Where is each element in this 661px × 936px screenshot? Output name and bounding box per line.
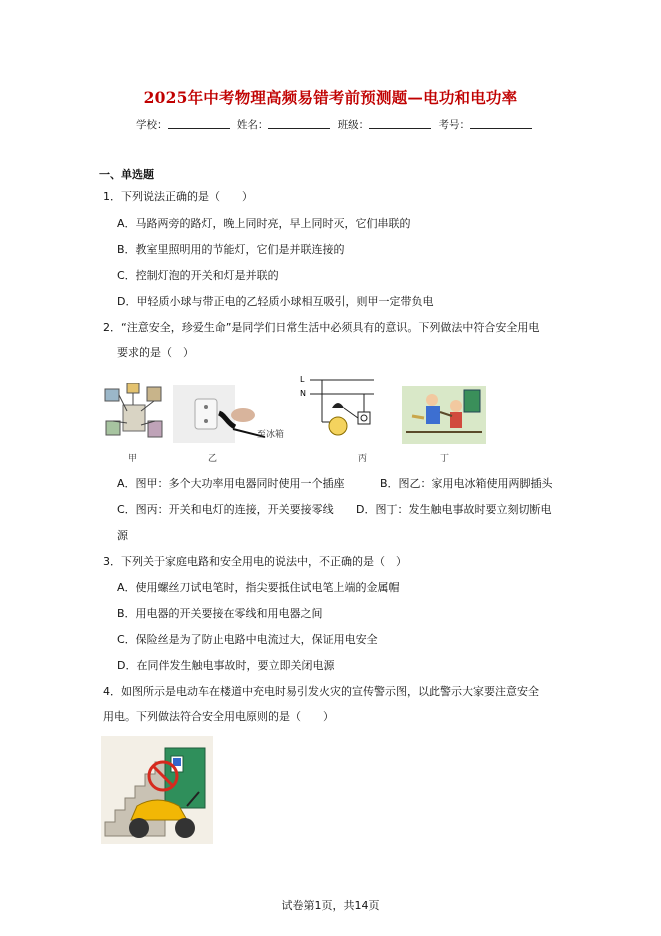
q1-stem: 1．下列说法正确的是（ ） bbox=[103, 190, 253, 203]
page-footer: 试卷第1页，共14页 bbox=[281, 899, 380, 912]
q1-option-c: C．控制灯泡的开关和灯是并联的 bbox=[117, 269, 279, 282]
q2-option-a: A．图甲：多个大功率用电器同时使用一个插座 bbox=[117, 477, 345, 490]
q2-option-d: D．图丁：发生触电事故时要立刻切断电 bbox=[356, 503, 552, 516]
q2-option-d-cont: 源 bbox=[117, 529, 128, 542]
student-info-row bbox=[136, 117, 536, 132]
q3-stem: 3．下列关于家庭电路和安全用电的说法中，不正确的是（ ） bbox=[103, 555, 407, 568]
circuit-line-n-label: N bbox=[300, 389, 306, 398]
q3-option-b: B．用电器的开关要接在零线和用电器之间 bbox=[117, 607, 323, 620]
fig-label-yi: 乙 bbox=[208, 454, 218, 464]
fig-label-bing: 丙 bbox=[358, 454, 368, 464]
fig-jia-overloaded-socket bbox=[103, 383, 165, 443]
q3-option-c: C．保险丝是为了防止电路中电流过大，保证用电安全 bbox=[117, 633, 378, 646]
class-blank bbox=[369, 118, 431, 129]
q1-option-a: A．马路两旁的路灯，晚上同时亮，早上同时灭，它们串联的 bbox=[117, 217, 411, 230]
number-label: 考号： bbox=[438, 119, 471, 131]
name-blank bbox=[268, 118, 330, 129]
circuit-line-l-label: L bbox=[300, 375, 305, 384]
q2-option-c: C．图丙：开关和电灯的连接，开关要接零线 bbox=[117, 503, 334, 516]
fig-ding-shock-rescue bbox=[402, 386, 486, 444]
section-heading: 一、单选题 bbox=[99, 168, 154, 181]
name-label: 姓名： bbox=[236, 119, 269, 131]
school-label: 学校： bbox=[136, 119, 168, 131]
q4-stem-line1: 4．如图所示是电动车在楼道中充电时易引发火灾的宣传警示图，以此警示大家要注意安全 bbox=[103, 685, 539, 698]
fig-bing-circuit-diagram bbox=[298, 372, 378, 444]
fig-text-to-fridge: 至冰箱 bbox=[257, 430, 285, 440]
school-blank bbox=[168, 118, 230, 129]
q2-stem-line1: 2．“注意安全，珍爱生命”是同学们日常生活中必须具有的意识。下列做法中符合安全用电 bbox=[103, 321, 540, 334]
q2-stem-line2: 要求的是（ ） bbox=[117, 346, 194, 359]
class-label: 班级： bbox=[337, 119, 370, 131]
fig-label-jia: 甲 bbox=[128, 454, 138, 464]
q1-option-b: B．教室里照明用的节能灯，它们是并联连接的 bbox=[117, 243, 345, 256]
q3-option-a: A．使用螺丝刀试电笔时，指尖要抵住试电笔上端的金属帽 bbox=[117, 581, 400, 594]
fig-label-ding: 丁 bbox=[440, 454, 450, 464]
q1-option-d: D．甲轻质小球与带正电的乙轻质小球相互吸引，则甲一定带负电 bbox=[117, 295, 434, 308]
q4-stem-line2: 用电。下列做法符合安全用电原则的是（ ） bbox=[103, 710, 334, 723]
fig-ebike-charging-warning bbox=[101, 736, 213, 844]
fig-yi-two-pin-plug bbox=[173, 385, 265, 443]
number-blank bbox=[470, 118, 532, 129]
q3-option-d: D．在同伴发生触电事故时，要立即关闭电源 bbox=[117, 659, 335, 672]
page-title: 2025年中考物理高频易错考前预测题—电功和电功率 bbox=[143, 88, 518, 107]
q2-option-b: B．图乙：家用电冰箱使用两脚插头 bbox=[380, 477, 553, 490]
